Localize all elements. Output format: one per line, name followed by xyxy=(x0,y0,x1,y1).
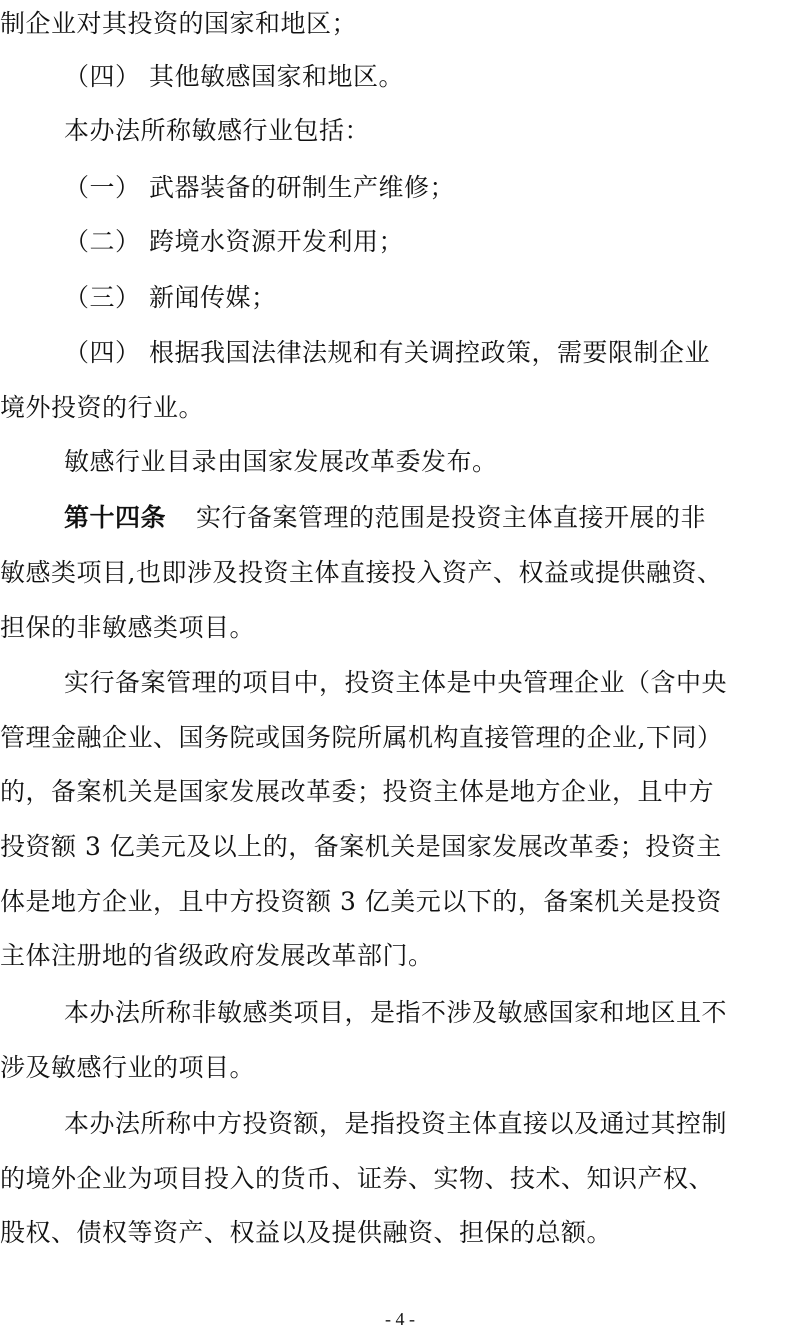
paragraph-line: 体是地方企业，且中方投资额 3 亿美元以下的，备案机关是投资 xyxy=(0,887,722,916)
article-text: 实行备案管理的范围是投资主体直接开展的非 xyxy=(196,503,707,532)
paragraph-line: 敏感类项目,也即涉及投资主体直接投入资产、权益或提供融资、 xyxy=(0,558,723,587)
paragraph-line: 管理金融企业、国务院或国务院所属机构直接管理的企业,下同） xyxy=(0,723,723,752)
article-14-line xyxy=(64,490,800,546)
paragraph-line: 制企业对其投资的国家和地区； xyxy=(0,9,358,38)
paragraph-line: 的境外企业为项目投入的货币、证券、实物、技术、知识产权、 xyxy=(0,1164,715,1193)
page-number: - 4 - xyxy=(385,1309,415,1329)
paragraph-line: （二） 跨境水资源开发利用； xyxy=(64,227,404,256)
paragraph-line: 担保的非敏感类项目。 xyxy=(0,613,256,642)
article-heading: 第十四条 xyxy=(64,503,167,532)
paragraph-line: 股权、债权等资产、权益以及提供融资、担保的总额。 xyxy=(0,1218,613,1247)
paragraph-line: （三） 新闻传媒； xyxy=(64,283,277,312)
paragraph-line: 境外投资的行业。 xyxy=(0,393,205,422)
paragraph-line: 主体注册地的省级政府发展改革部门。 xyxy=(0,941,434,970)
paragraph-line: 涉及敏感行业的项目。 xyxy=(0,1053,256,1082)
paragraph-line: 本办法所称非敏感类项目，是指不涉及敏感国家和地区且不 xyxy=(64,998,728,1027)
paragraph-line: 实行备案管理的项目中，投资主体是中央管理企业（含中央 xyxy=(64,668,728,697)
paragraph-line: （四） 根据我国法律法规和有关调控政策，需要限制企业 xyxy=(64,338,710,367)
paragraph-line: 本办法所称中方投资额，是指投资主体直接以及通过其控制 xyxy=(64,1109,728,1138)
paragraph-line: 的，备案机关是国家发展改革委；投资主体是地方企业，且中方 xyxy=(0,777,715,806)
paragraph-line: 本办法所称敏感行业包括： xyxy=(64,116,371,145)
paragraph-line: 敏感行业目录由国家发展改革委发布。 xyxy=(64,447,498,476)
paragraph-line: （四） 其他敏感国家和地区。 xyxy=(64,62,404,91)
paragraph-line: （一） 武器装备的研制生产维修； xyxy=(64,173,455,202)
paragraph-line: 投资额 3 亿美元及以上的，备案机关是国家发展改革委；投资主 xyxy=(0,832,722,861)
